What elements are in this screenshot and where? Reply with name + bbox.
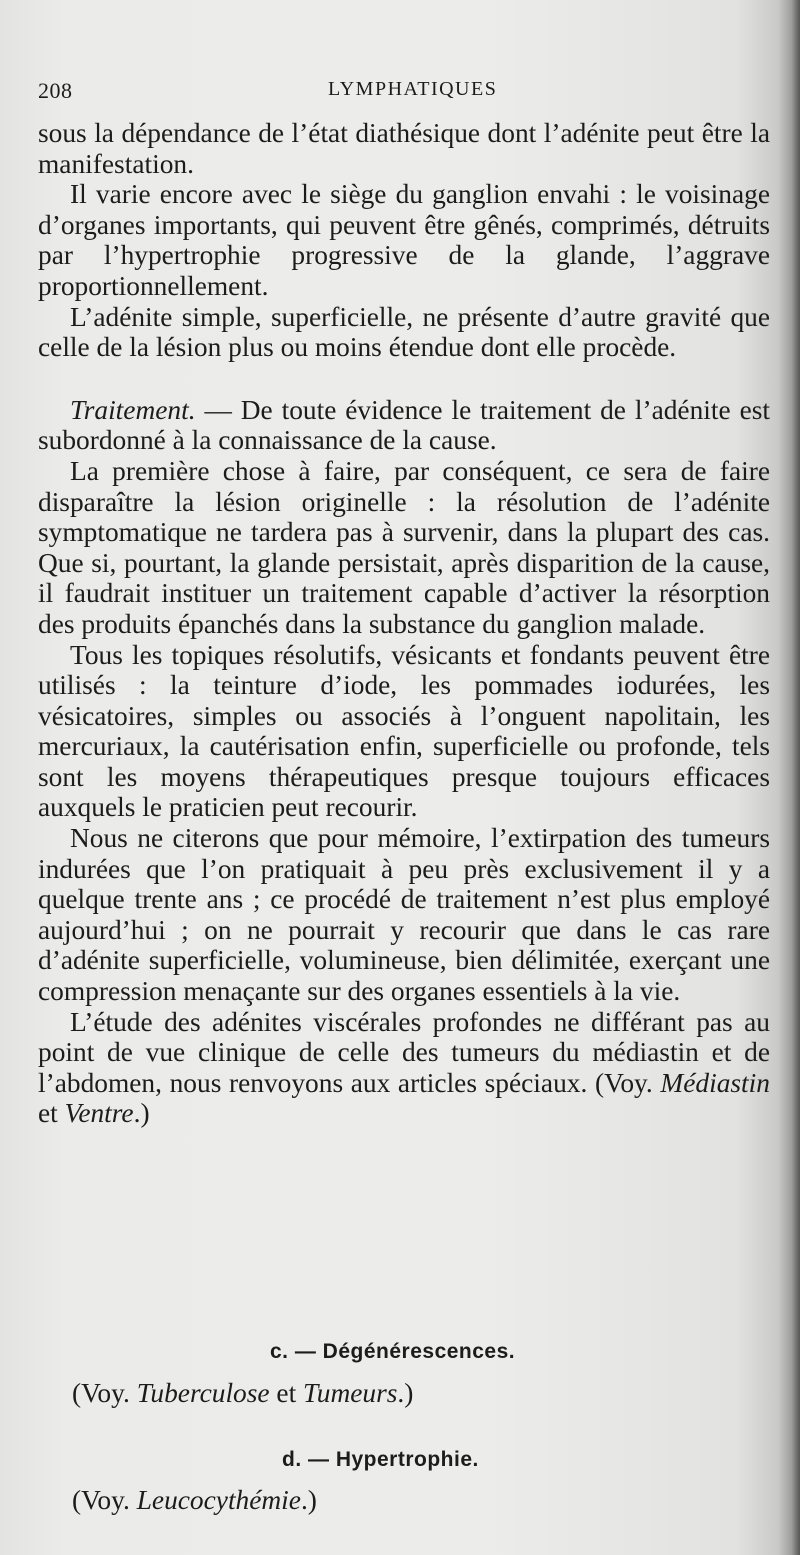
ref-mediastin: Médiastin [660,1067,770,1098]
paragraph-extirpation: Nous ne citerons que pour mémoire, l’extirpation des tumeurs indurées que l’on pratiquait à peu près exclusivement il y a quelque trente ans ; ce procédé de traitement n’est plus employé aujourd’hui ; on ne pourrait y recourir que dans le cas rare d’adénite superficielle, volumineuse, bien délimitée, exerçant une compression menaçante sur des organes essentiels à la vie. [38,823,770,1007]
ref-open: (Voy. [72,1485,137,1515]
ref-leucocythemie: Leucocythémie [136,1485,301,1515]
ref-open: (Voy. [594,1067,661,1098]
ref-open: (Voy. [72,1378,137,1408]
ref-close: .) [300,1485,317,1515]
binding-shadow [778,0,800,1555]
section-heading-hypertrophie: d. — Hypertrophie. [282,1448,479,1471]
viscerales-text: L’étude des adénites viscérales profondes ne différant pas au point de vue clinique de celle des tumeurs du médiastin et de l’abdomen, nous renvoyons aux articles spéciaux. [38,1006,770,1098]
paragraph-continuation: sous la dépendance de l’état diathésique dont l’adénite peut être la manifestation. [38,118,770,179]
paragraph-adenite-simple: L’adénite simple, superficielle, ne présente d’autre gravité que celle de la lésion plus ou moins étendue dont elle procède. [38,301,770,363]
traitement-text: — De toute évidence le traitement de l’adénite est subordonné à la connaissance de la cause. [38,394,770,456]
paragraph-siege: Il varie encore avec le siège du ganglion envahi : le voisinage d’organes importants, qui peuvent être gênés, comprimés, détruits par l’hypertrophie progressive de la glande, l’aggrave proportionnellement. [38,179,770,301]
reference-hypertrophie [72,1485,317,1516]
paragraph-traitement [38,395,770,456]
paragraph-adenites-viscerales [38,1007,770,1129]
ref-tumeurs: Tumeurs [303,1378,398,1408]
reference-degenerescences [72,1378,413,1409]
ref-and: et [38,1098,65,1129]
ref-tuberculose: Tuberculose [136,1378,270,1408]
page-header [38,78,773,108]
ref-and: et [269,1378,304,1408]
page-number: 208 [38,78,73,103]
traitement-label: Traitement. [70,394,196,425]
ref-ventre: Ventre [64,1098,134,1129]
ref-close: .) [133,1098,150,1129]
paragraph-premiere-chose: La première chose à faire, par conséquent, ce sera de faire disparaître la lésion originelle : la résolution de l’adénite symptomatique ne tardera pas à survenir, dans la plupart des cas. Que si, pourtant, la glande persistait, après disparition de la cause, il faudrait instituer un traitement capable d’activer la résorption des produits épanchés dans la substance du ganglion malade. [38,455,770,639]
running-title: LYMPHATIQUES [328,78,498,100]
body-text [38,118,770,1129]
paragraph-topiques: Tous les topiques résolutifs, vésicants et fondants peuvent être utilisés : la teinture d’iode, les pommades iodurées, les vésicatoires, simples ou associés à l’onguent napolitain, les mercuriaux, la cautérisation enfin, superficielle ou profonde, tels sont les moyens thérapeutiques presque toujours efficaces auxquels le praticien peut recourir. [38,639,770,823]
section-heading-degenerescences: c. — Dégénérescences. [270,1340,516,1363]
ref-close: .) [397,1378,414,1408]
